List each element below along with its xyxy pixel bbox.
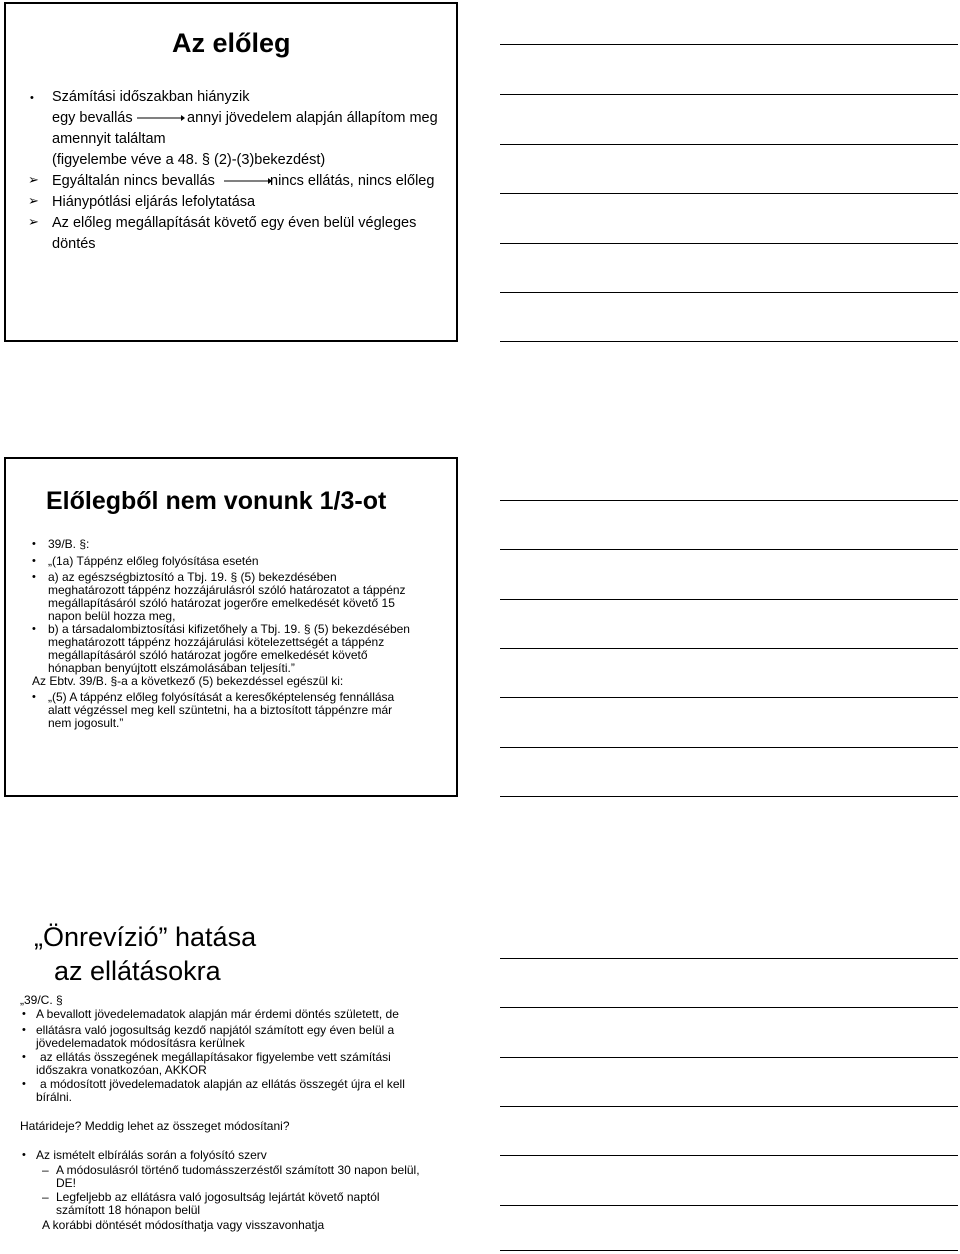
slide-3-title-line-2: az ellátásokra [54,956,221,986]
slide-3-line: A módosulásról történő tudomásszerzéstől számított 30 napon belül, [56,1163,420,1177]
slide-2-line: nem jogosult.” [48,716,124,730]
slide-2-line: a) az egészségbiztosító a Tbj. 19. § (5) bekezdésében [48,570,337,584]
note-line [500,747,958,748]
slide-3-line: Határideje? Meddig lehet az összeget módosítani? [20,1119,290,1133]
slide-2-line: napon belül hozza meg, [48,609,176,623]
bullet-dot: • [32,691,36,703]
bullet-dot: • [32,538,36,550]
note-line [500,1155,958,1156]
slide-1-title: Az előleg [172,28,291,58]
dash-bullet: – [42,1190,49,1204]
slide-3-line: bírálni. [36,1090,73,1104]
slide-1-line: Számítási időszakban hiányzik [52,89,250,105]
slide-1-line: döntés [52,236,96,252]
note-line [500,243,958,244]
slide-3-line: Legfeljebb az ellátásra való jogosultság lejártát követő naptól [56,1190,380,1204]
slide-2-title: Előlegből nem vonunk 1/3-ot [46,487,387,515]
slide-1-line: Egyáltalán nincs bevallás [52,173,215,189]
bullet-dot: • [32,571,36,583]
slide-1-line: annyi jövedelem alapján állapítom meg [187,110,438,126]
note-line [500,697,958,698]
slide-2 [4,457,458,797]
note-line [500,1250,958,1251]
bullet-dot: • [22,1024,26,1036]
bullet-dot: • [22,1051,26,1063]
slide-3-line: az ellátás összegének megállapításakor figyelembe vett számítási [40,1050,391,1064]
slide-1-line: (figyelembe véve a 48. § (2)-(3)bekezdést) [52,152,326,168]
note-line [500,44,958,45]
arrowhead-bullet-icon: ➢ [28,172,39,187]
note-line [500,341,958,342]
arrow-right-icon [224,177,272,185]
note-line [500,144,958,145]
bullet-dot: • [22,1008,26,1020]
slide-1-line: nincs ellátás, nincs előleg [270,173,435,189]
bullet-dot: • [22,1149,26,1161]
slide-2-line: alatt végzéssel meg kell szüntetni, ha a biztosított táppénzre már [48,703,393,717]
slide-2-line: b) a társadalombiztosítási kifizetőhely a Tbj. 19. § (5) bekezdésében [48,622,410,636]
slide-1-line: egy bevallás [52,110,133,126]
slide-2-line: „(1a) Táppénz előleg folyósítása esetén [48,554,259,568]
slide-3-line: Az ismételt elbírálás során a folyósító szerv [36,1148,267,1162]
slide-3-line: számított 18 hónapon belül [56,1203,201,1217]
slide-2-line: megállapításáról szóló határozat jogőre emelkedését követő [48,648,368,662]
note-line [500,599,958,600]
arrowhead-bullet-icon: ➢ [28,193,39,208]
slide-1-line: Az előleg megállapítását követő egy éven belül végleges [52,215,417,231]
slide-3-title-line-1: „Önrevízió” hatása [34,922,257,952]
slide-2-line: meghatározott táppénz hozzájárulásról szóló határozatot a táppénz [48,583,406,597]
note-line [500,292,958,293]
bullet-dot: • [22,1078,26,1090]
slide-3-line: A korábbi döntését módosíthatja vagy visszavonhatja [42,1218,325,1232]
note-line [500,1205,958,1206]
bullet-dot: • [30,92,34,104]
slide-1-line: Hiánypótlási eljárás lefolytatása [52,194,256,210]
note-line [500,958,958,959]
slide-2-line: hónapban benyújtott elszámolásában teljesíti.” [48,661,295,675]
note-line [500,1057,958,1058]
note-line [500,549,958,550]
slide-2-line: Az Ebtv. 39/B. §-a a következő (5) bekezdéssel egészül ki: [32,674,344,688]
note-line [500,1007,958,1008]
slide-3-content [4,912,458,1252]
slide-3-line: a módosított jövedelemadatok alapján az ellátás összegét újra el kell [40,1077,405,1091]
dash-bullet: – [42,1163,49,1177]
note-line [500,648,958,649]
bullet-dot: • [32,555,36,567]
bullet-dot: • [32,623,36,635]
slide-3-line: DE! [56,1176,77,1190]
slide-2-line: megállapításáról szóló határozat jogerőre emelkedését követő 15 [48,596,395,610]
note-line [500,796,958,797]
note-line [500,94,958,95]
note-line [500,193,958,194]
arrow-right-icon [137,114,185,122]
slide-3-line: „39/C. § [20,993,63,1007]
slide-3-line: ellátásra való jogosultság kezdő napjától számított egy éven belül a [36,1023,395,1037]
slide-2-line: „(5) A táppénz előleg folyósítását a keresőképtelenség fennállása [48,690,395,704]
note-line [500,500,958,501]
arrowhead-bullet-icon: ➢ [28,214,39,229]
slide-1-line: amennyit találtam [52,131,166,147]
note-line [500,1106,958,1107]
slide-2-line: 39/B. §: [48,537,90,551]
slide-1 [4,2,458,342]
slide-2-line: meghatározott táppénz hozzájárulási kötelezettségét a táppénz [48,635,385,649]
slide-3-line: A bevallott jövedelemadatok alapján már érdemi döntés született, de [36,1007,399,1021]
slide-3-line: jövedelemadatok módosításra kerülnek [36,1036,245,1050]
slide-3-line: időszakra vonatkozóan, AKKOR [36,1063,207,1077]
